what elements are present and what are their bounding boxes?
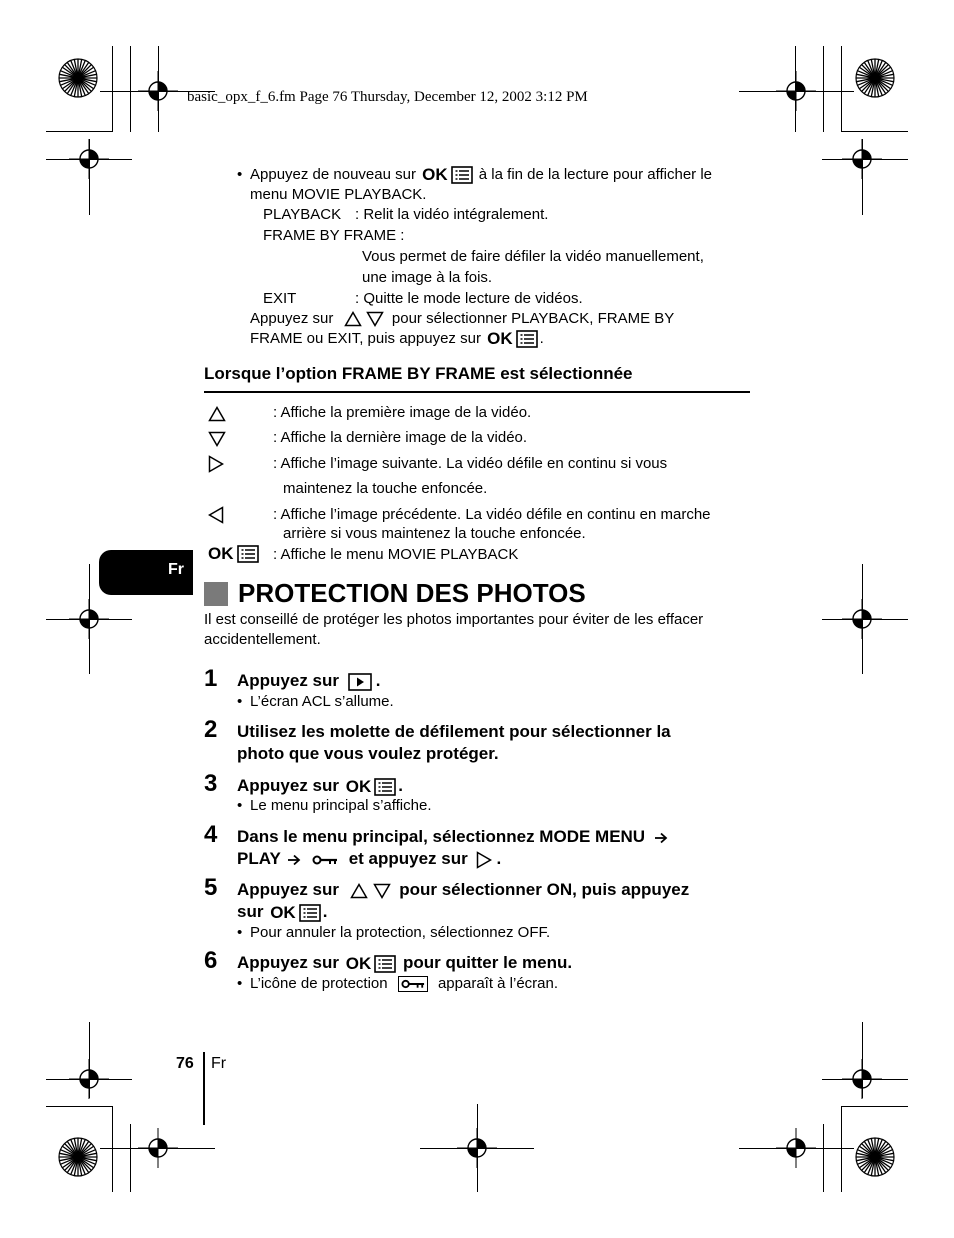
ok-menu-button-icon <box>208 544 259 564</box>
sunburst-mark-icon <box>855 1137 895 1177</box>
ok-menu-button-icon <box>487 329 538 349</box>
step-5-before: Appuyez sur <box>237 880 340 899</box>
footer-divider <box>203 1052 205 1125</box>
step-4-play: PLAY <box>237 849 281 868</box>
ok-label: OK <box>208 544 234 563</box>
step-number: 5 <box>204 874 218 901</box>
crop-line <box>112 46 113 132</box>
step-number: 2 <box>204 716 218 743</box>
section-marker <box>204 582 228 606</box>
ok-menu-button-icon <box>346 776 397 798</box>
exit-label: EXIT <box>263 290 297 307</box>
step-1-text <box>237 670 381 692</box>
step-2-line-2: photo que vous voulez protéger. <box>237 744 499 763</box>
exit-desc: : Quitte le mode lecture de vidéos. <box>355 290 583 307</box>
crop-line <box>89 1022 90 1098</box>
ok-label: OK <box>270 902 296 922</box>
bullet: • <box>237 975 243 992</box>
crop-line <box>130 46 131 132</box>
select-line-1-before: Appuyez sur <box>250 310 334 327</box>
crop-line <box>46 131 112 132</box>
step-4-line-1-text: Dans le menu principal, sélectionnez MODE MENU <box>237 827 646 846</box>
frame-row-text: : Affiche le menu MOVIE PLAYBACK <box>273 546 519 563</box>
crop-line <box>739 1148 854 1149</box>
step-4-line-1 <box>237 826 668 848</box>
crop-line <box>841 1106 842 1192</box>
crop-line <box>100 1148 215 1149</box>
ok-label: OK <box>345 776 372 796</box>
step-5-sur: sur <box>237 902 264 921</box>
step-6-note <box>250 974 558 994</box>
step-6-before: Appuyez sur <box>237 953 340 972</box>
step-6-after: pour quitter le menu. <box>403 953 573 972</box>
bullet: • <box>237 693 243 710</box>
bullet: • <box>237 797 243 814</box>
intro-line-1 <box>250 165 712 185</box>
triangle-left-icon <box>208 506 224 524</box>
crop-line <box>823 46 824 132</box>
frame-row-text-cont: maintenez la touche enfoncée. <box>283 480 488 497</box>
frame-label: FRAME BY FRAME : <box>263 227 405 244</box>
crop-line <box>842 1106 908 1107</box>
crop-line <box>46 1079 132 1080</box>
step-number: 3 <box>204 770 218 797</box>
intro-line-1-after: à la fin de la lecture pour afficher le <box>478 166 712 183</box>
frame-desc-2: une image à la fois. <box>362 269 493 286</box>
crop-line <box>130 1124 131 1192</box>
step-3-after: . <box>398 776 403 795</box>
select-line-2-after: . <box>539 330 544 347</box>
step-number: 6 <box>204 947 218 974</box>
step-5-end: . <box>322 902 328 921</box>
crop-line <box>739 91 854 92</box>
step-1-after: . <box>375 671 381 690</box>
section-divider <box>204 391 750 393</box>
crop-line <box>862 139 863 215</box>
page-number: 76 <box>176 1055 194 1072</box>
triangle-down-icon <box>208 431 226 447</box>
step-number: 1 <box>204 665 218 692</box>
frame-row-text: : Affiche la dernière image de la vidéo. <box>273 429 528 446</box>
step-2-line-1: Utilisez les molette de défilement pour sélectionner la <box>237 722 671 741</box>
language-side-tab-label: Fr <box>168 561 184 578</box>
crop-line <box>46 1106 112 1107</box>
footer-language: Fr <box>211 1055 227 1072</box>
crop-line <box>112 1106 113 1192</box>
ok-menu-button-icon <box>270 902 321 924</box>
sunburst-mark-icon <box>58 58 98 98</box>
crop-line <box>822 1079 908 1080</box>
step-3-note: Le menu principal s’affiche. <box>250 797 432 814</box>
page-title: PROTECTION DES PHOTOS <box>238 578 586 608</box>
triangle-down-icon <box>373 883 391 899</box>
step-number: 4 <box>204 821 218 848</box>
step-4-line-2 <box>237 848 501 870</box>
step-5-note: Pour annuler la protection, sélectionnez OFF. <box>250 924 551 941</box>
crop-line <box>795 46 796 132</box>
step-1-note: L’écran ACL s’allume. <box>250 693 394 710</box>
select-line-1-after: pour sélectionner PLAYBACK, FRAME BY <box>391 310 675 327</box>
arrow-right-icon <box>287 854 301 866</box>
triangle-up-icon <box>350 883 368 899</box>
step-3-text <box>237 775 403 798</box>
triangle-right-icon <box>208 455 224 473</box>
ok-menu-button-icon <box>422 165 473 185</box>
select-line-2-before: FRAME ou EXIT, puis appuyez sur <box>250 330 481 347</box>
sunburst-mark-icon <box>855 58 895 98</box>
crop-line <box>46 619 132 620</box>
triangle-down-icon <box>366 311 384 327</box>
ok-menu-button-icon <box>346 953 397 975</box>
playback-desc: : Relit la vidéo intégralement. <box>355 206 549 223</box>
ok-label: OK <box>487 329 513 349</box>
frame-section-title: Lorsque l’option FRAME BY FRAME est sélectionnée <box>204 364 633 383</box>
step-5-line-2 <box>237 901 327 924</box>
crop-line <box>89 139 90 215</box>
crop-line <box>823 1124 824 1192</box>
step-4-end: . <box>496 849 502 868</box>
protect-key-icon <box>312 854 338 866</box>
protect-key-icon <box>398 976 428 992</box>
step-4-press: et appuyez sur <box>348 849 468 868</box>
crop-line <box>842 131 908 132</box>
ok-label: OK <box>422 165 448 185</box>
step-6-note-before: L’icône de protection <box>250 975 388 992</box>
step-1-before: Appuyez sur <box>237 671 340 690</box>
crop-line <box>158 46 159 132</box>
bullet: • <box>237 924 243 941</box>
select-line-2 <box>250 329 544 349</box>
bullet: • <box>237 166 243 183</box>
sunburst-mark-icon <box>58 1137 98 1177</box>
crop-line <box>862 1022 863 1098</box>
frame-row-text: : Affiche la première image de la vidéo. <box>273 404 532 421</box>
protection-intro-2: accidentellement. <box>204 631 321 648</box>
step-3-before: Appuyez sur <box>237 776 340 795</box>
select-line-1 <box>250 309 674 329</box>
crop-line <box>477 1104 478 1192</box>
intro-line-1-before: Appuyez de nouveau sur <box>250 166 416 183</box>
intro-line-2: menu MOVIE PLAYBACK. <box>250 186 427 203</box>
crop-line <box>822 159 908 160</box>
crop-line <box>841 46 842 132</box>
step-6-note-after: apparaît à l’écran. <box>437 975 559 992</box>
step-5-line-1 <box>237 879 689 901</box>
frame-row-text-cont: arrière si vous maintenez la touche enfoncée. <box>283 525 586 542</box>
frame-desc-1: Vous permet de faire défiler la vidéo manuellement, <box>362 248 704 265</box>
arrow-right-icon <box>654 832 668 844</box>
triangle-up-icon <box>344 311 362 327</box>
frame-row-text: : Affiche l’image suivante. La vidéo défile en continu si vous <box>273 455 668 472</box>
frame-row-text: : Affiche l’image précédente. La vidéo défile en continu en marche <box>273 506 711 523</box>
crop-line <box>822 619 908 620</box>
file-info-header: basic_opx_f_6.fm Page 76 Thursday, December 12, 2002 3:12 PM <box>187 89 588 105</box>
triangle-right-icon <box>476 851 492 869</box>
triangle-up-icon <box>208 406 226 422</box>
step-5-after: pour sélectionner ON, puis appuyez <box>399 880 690 899</box>
ok-label: OK <box>345 953 372 973</box>
playback-label: PLAYBACK <box>263 206 342 223</box>
protection-intro-1: Il est conseillé de protéger les photos importantes pour éviter de les effacer <box>204 611 704 628</box>
step-6-text <box>237 952 572 975</box>
playback-button-icon <box>348 673 372 691</box>
